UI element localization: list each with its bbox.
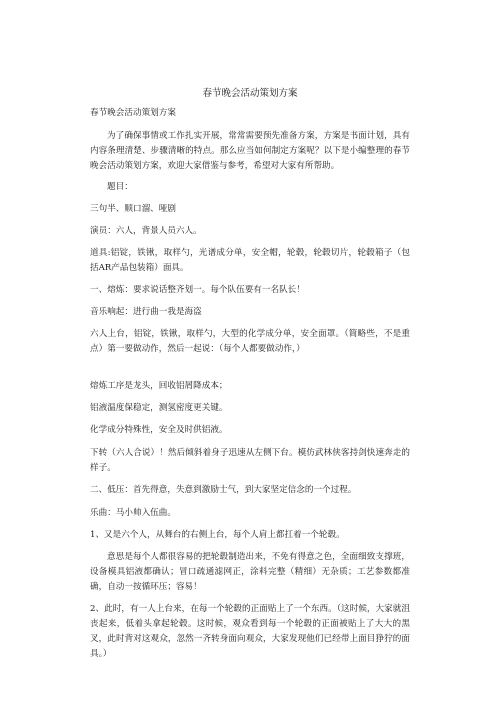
intro-paragraph: 为了确保事情或工作扎实开展，常常需要预先准备方案，方案是书面计划，具有内容条理清楚、步骤清晰的特点。那么应当如何制定方案呢？以下是小编整理的春节晚会活动策划方案，欢迎大家借鉴与参考，希望对大家有所帮助。 (90, 131, 410, 171)
paragraph-props: 道具:铝锭，铁锹，取样勺，光谱成分单，安全帽，轮毂，轮毂切片，轮毂箱子（包括AR产品包装箱）面具。 (90, 248, 410, 273)
doc-subtitle: 春节晚会活动策划方案 (90, 108, 176, 118)
paragraph-meaning: 意思是每个人都很容易的把轮毂制造出来，不免有得意之色，全面细致支撑班，设备模具铝液都确认；冒口疏通滤网正，涂料完整（精细）无杂质；工艺参数都准确，自动一按循环压；容易！ (90, 552, 410, 592)
verse-line-3: 化学成分特殊性，安全及时供铝液。 (90, 425, 228, 435)
paragraph-cast: 演员：六人，背景人员六人。 (90, 226, 202, 236)
paragraph-step-one: 1、又是六个人，从舞台的右侧上台，每个人肩上都扛着一个轮毂。 (90, 530, 345, 540)
paragraph-topic-label: 题目： (107, 182, 133, 192)
paragraph-step-two: 2、此时，有一人上台来，在每一个轮毂的正面贴上了一个东西。（这时候，大家就沮丧起来，低着头拿起轮毂。这时候，观众看到每一个轮毂的正面被贴上了大大的黑叉，此时背对这观众，忽然一齐转身面向观众，大家发现他们已经带上面目狰狞的面具。） (90, 604, 410, 659)
paragraph-music-two: 乐曲：马小帅入伍曲。 (90, 508, 176, 518)
paragraph-stage-action: 六人上台，铝锭，铁锹，取样勺，大型的化学成分单，安全面罩。（简略些，不是重点）第一要做动作，然后一起说：（每个人都要做动作，） (90, 329, 410, 354)
section-two-heading: 二、低压：首先得意，失意到激励士气，到大家坚定信念的一个过程。 (90, 485, 357, 495)
paragraph-exit: 下转（六人合说）！然后倾斜着身子迅速从左侧下台。模仿武林侠客持剑快速奔走的样子。 (90, 448, 410, 473)
verse-line-2: 铝液温度保稳定，测氢密度更关键。 (90, 403, 228, 413)
verse-line-1: 熔炼工序是龙头，回收铝屑降成本； (90, 381, 228, 391)
paragraph-music: 音乐响起：进行曲一我是海盗 (90, 307, 202, 317)
doc-title: 春节晚会活动策划方案 (202, 88, 298, 99)
section-one-heading: 一、熔炼：要求说话整齐划一。每个队伍要有一名队长！ (90, 285, 305, 295)
paragraph-topics: 三句半、顺口溜、哑剧 (90, 204, 176, 214)
